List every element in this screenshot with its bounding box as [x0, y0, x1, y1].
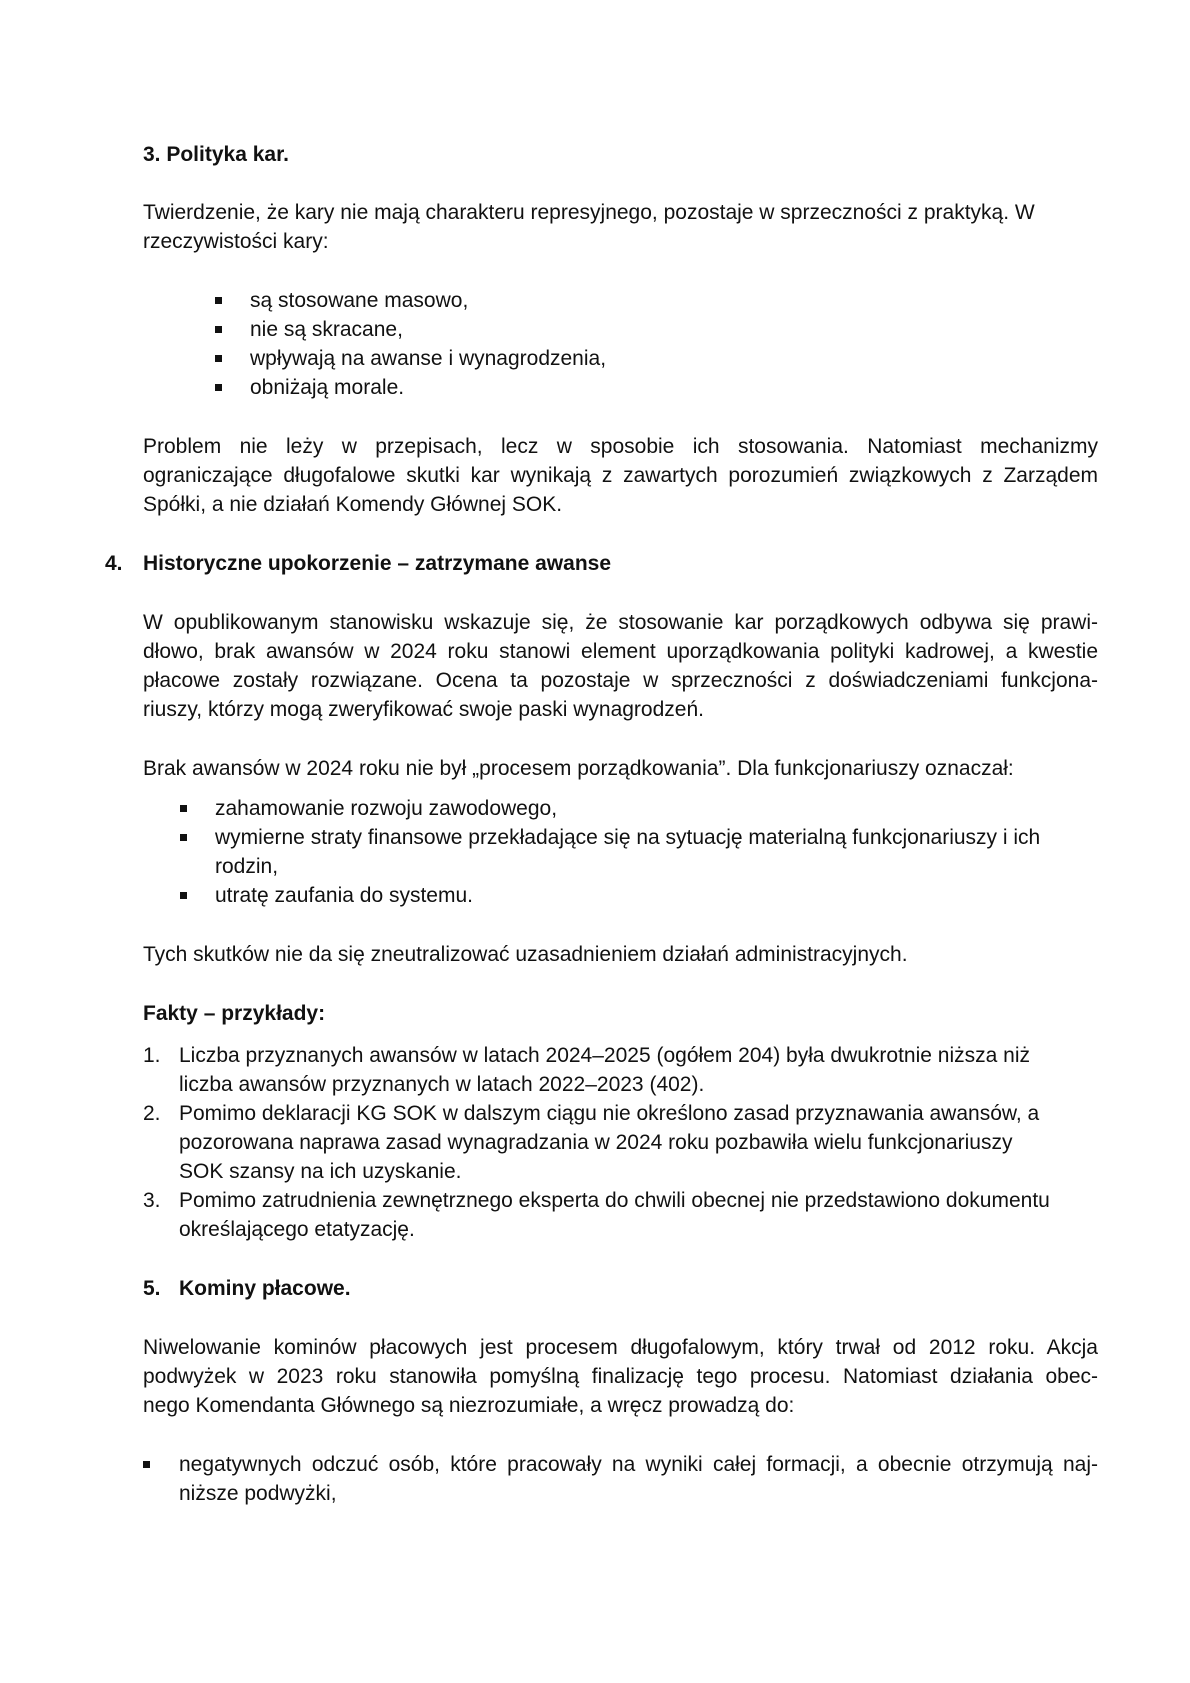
section-5-paragraph-line: nego Komendanta Głównego są niezrozumiałe, a wręcz prowadzą do:: [143, 1394, 795, 1417]
fact-line: liczba awansów przyznanych w latach 2022–2023 (402).: [179, 1073, 705, 1096]
section-3-paragraph-line: ograniczające długofalowe skutki kar wynikają z zawartych porozumień związkowych z Zarządem: [143, 464, 1098, 487]
fact-line: określającego etatyzację.: [179, 1218, 415, 1241]
bullet-square-icon: [143, 1461, 150, 1468]
fact-line: Pomimo deklaracji KG SOK w dalszym ciągu nie określono zasad przyznawania awansów, a: [179, 1102, 1040, 1125]
section-3-bullet: nie są skracane,: [250, 318, 403, 341]
section-5-paragraph-line: podwyżek w 2023 roku stanowiła pomyślną finalizację tego procesu. Natomiast działania obec-: [143, 1365, 1098, 1388]
fact-line: Pomimo zatrudnienia zewnętrznego eksperta do chwili obecnej nie przedstawiono dokumentu: [179, 1189, 1050, 1212]
section-3-bullet: wpływają na awanse i wynagrodzenia,: [250, 347, 607, 370]
fact-line: Liczba przyznanych awansów w latach 2024–2025 (ogółem 204) była dwukrotnie niższa niż: [179, 1044, 1030, 1067]
fact-number: 2.: [143, 1102, 161, 1125]
section-5-number: 5.: [143, 1277, 161, 1300]
section-3-intro-line: rzeczywistości kary:: [143, 230, 329, 253]
section-4-bullet: utratę zaufania do systemu.: [215, 884, 473, 907]
section-3-bullet: są stosowane masowo,: [250, 289, 469, 312]
fact-line: pozorowana naprawa zasad wynagradzania w 2024 roku pozbawiła wielu funkcjonariuszy: [179, 1131, 1013, 1154]
section-4-title: Historyczne upokorzenie – zatrzymane awanse: [143, 552, 611, 575]
bullet-square-icon: [180, 892, 187, 899]
section-3-bullet: obniżają morale.: [250, 376, 405, 399]
section-4-bullet: wymierne straty finansowe przekładające się na sytuację materialną funkcjonariuszy i ich: [215, 826, 1041, 849]
section-5-title: Kominy płacowe.: [179, 1277, 351, 1300]
section-3-heading: 3. Polityka kar.: [143, 143, 289, 166]
section-5-bullet: negatywnych odczuć osób, które pracowały na wyniki całej formacji, a obecnie otrzymują naj-: [179, 1453, 1098, 1476]
bullet-square-icon: [215, 384, 222, 391]
section-4-paragraph-line: dłowo, brak awansów w 2024 roku stanowi element uporządkowania polityki kadrowej, a kwestie: [143, 640, 1098, 663]
section-5-bullet-continuation: niższe podwyżki,: [179, 1482, 337, 1505]
fact-number: 3.: [143, 1189, 161, 1212]
section-4-paragraph-line: riuszy, którzy mogą zweryfikować swoje paski wynagrodzeń.: [143, 698, 704, 721]
bullet-square-icon: [215, 326, 222, 333]
section-5-paragraph-line: Niwelowanie kominów płacowych jest procesem długofalowym, który trwał od 2012 roku. Akcja: [143, 1336, 1098, 1359]
section-4-paragraph-line: W opublikowanym stanowisku wskazuje się, że stosowanie kar porządkowych odbywa się prawi-: [143, 611, 1098, 634]
bullet-square-icon: [215, 297, 222, 304]
bullet-square-icon: [180, 834, 187, 841]
section-4-paragraph: Tych skutków nie da się zneutralizować uzasadnieniem działań administracyjnych.: [143, 943, 908, 966]
section-3-paragraph-line: Problem nie leży w przepisach, lecz w sposobie ich stosowania. Natomiast mechanizmy: [143, 435, 1098, 458]
fact-line: SOK szansy na ich uzyskanie.: [179, 1160, 462, 1183]
fact-number: 1.: [143, 1044, 161, 1067]
section-3-paragraph-line: Spółki, a nie działań Komendy Głównej SOK.: [143, 493, 563, 516]
bullet-square-icon: [180, 805, 187, 812]
section-4-bullet-continuation: rodzin,: [215, 855, 279, 878]
section-4-number: 4.: [105, 552, 123, 575]
bullet-square-icon: [215, 355, 222, 362]
section-4-paragraph-line: płacowe zostały rozwiązane. Ocena ta pozostaje w sprzeczności z doświadczeniami funkcjona-: [143, 669, 1098, 692]
facts-heading: Fakty – przykłady:: [143, 1002, 326, 1025]
section-4-paragraph: Brak awansów w 2024 roku nie był „procesem porządkowania”. Dla funkcjonariuszy oznaczał:: [143, 757, 1014, 780]
section-3-intro-line: Twierdzenie, że kary nie mają charakteru represyjnego, pozostaje w sprzeczności z praktyką. W: [143, 201, 1035, 224]
section-4-bullet: zahamowanie rozwoju zawodowego,: [215, 797, 558, 820]
